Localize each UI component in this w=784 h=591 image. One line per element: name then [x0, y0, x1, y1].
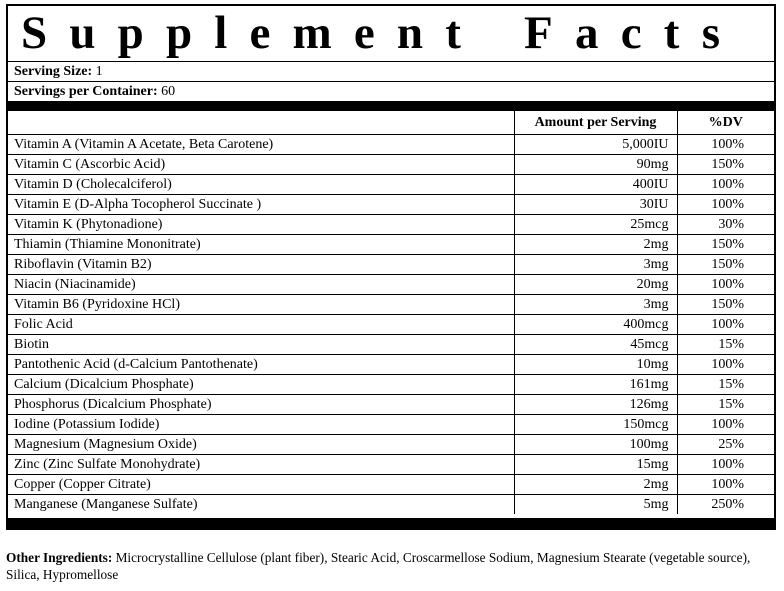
- title-word-facts: [524, 7, 720, 59]
- nutrient-dv: 25%: [677, 434, 774, 454]
- table-row: [8, 194, 774, 214]
- header-amount: Amount per Serving: [514, 111, 677, 134]
- table-row: [8, 354, 774, 374]
- table-row: [8, 474, 774, 494]
- title-letter: t: [445, 7, 461, 59]
- title-letter: l: [214, 7, 228, 59]
- nutrient-dv: 150%: [677, 294, 774, 314]
- table-row: [8, 414, 774, 434]
- nutrient-name: Vitamin D (Cholecalciferol): [8, 174, 514, 194]
- header-nutrient: [8, 111, 514, 134]
- nutrient-amount: 20mg: [514, 274, 677, 294]
- nutrient-amount: 400IU: [514, 174, 677, 194]
- panel-title: [8, 6, 774, 62]
- nutrient-name: Phosphorus (Dicalcium Phosphate): [8, 394, 514, 414]
- other-ingredients-label: Other Ingredients:: [6, 550, 113, 565]
- nutrient-rows: [8, 134, 774, 514]
- divider-bar-top: [8, 101, 774, 111]
- table-header-row: [8, 111, 774, 134]
- nutrient-amount: 3mg: [514, 254, 677, 274]
- title-letter: u: [69, 7, 96, 59]
- servings-per-container-label: Servings per Container:: [14, 84, 158, 99]
- nutrient-amount: 100mg: [514, 434, 677, 454]
- nutrient-amount: 15mg: [514, 454, 677, 474]
- nutrient-name: Magnesium (Magnesium Oxide): [8, 434, 514, 454]
- table-row: [8, 294, 774, 314]
- nutrient-name: Niacin (Niacinamide): [8, 274, 514, 294]
- nutrient-dv: 15%: [677, 334, 774, 354]
- nutrient-name: Vitamin A (Vitamin A Acetate, Beta Carotene): [8, 134, 514, 154]
- nutrient-amount: 2mg: [514, 234, 677, 254]
- nutrient-amount: 3mg: [514, 294, 677, 314]
- nutrient-name: Biotin: [8, 334, 514, 354]
- nutrient-dv: 100%: [677, 354, 774, 374]
- title-letter: a: [574, 7, 599, 59]
- nutrient-amount: 25mcg: [514, 214, 677, 234]
- title-letter: t: [663, 7, 680, 59]
- nutrient-dv: 150%: [677, 254, 774, 274]
- nutrient-dv: 100%: [677, 314, 774, 334]
- nutrient-name: Zinc (Zinc Sulfate Monohydrate): [8, 454, 514, 474]
- table-row: [8, 454, 774, 474]
- title-letter: p: [165, 7, 193, 59]
- other-ingredients: [6, 549, 778, 583]
- nutrient-table: [8, 111, 774, 514]
- nutrient-dv: 100%: [677, 274, 774, 294]
- table-row: [8, 134, 774, 154]
- serving-size-label: Serving Size:: [14, 64, 93, 79]
- nutrient-amount: 150mcg: [514, 414, 677, 434]
- table-row: [8, 334, 774, 354]
- divider-bar-bottom: [8, 518, 774, 528]
- nutrient-dv: 150%: [677, 154, 774, 174]
- title-letter: S: [21, 7, 48, 59]
- nutrient-name: Thiamin (Thiamine Mononitrate): [8, 234, 514, 254]
- nutrient-dv: 250%: [677, 494, 774, 514]
- serving-size-value: 1: [95, 64, 103, 79]
- nutrient-amount: 45mcg: [514, 334, 677, 354]
- servings-per-container-row: [8, 82, 774, 101]
- table-row: [8, 494, 774, 514]
- title-letter: c: [620, 7, 642, 59]
- nutrient-amount: 400mcg: [514, 314, 677, 334]
- table-row: [8, 154, 774, 174]
- nutrient-amount: 90mg: [514, 154, 677, 174]
- nutrient-name: Vitamin E (D-Alpha Tocopherol Succinate ): [8, 194, 514, 214]
- title-word-supplement: [21, 7, 461, 59]
- servings-per-container-value: 60: [161, 84, 176, 99]
- table-row: [8, 274, 774, 294]
- supplement-facts-panel: [6, 4, 776, 530]
- title-letter: n: [396, 7, 424, 59]
- nutrient-name: Folic Acid: [8, 314, 514, 334]
- nutrient-dv: 30%: [677, 214, 774, 234]
- nutrient-dv: 150%: [677, 234, 774, 254]
- nutrient-dv: 100%: [677, 174, 774, 194]
- nutrient-amount: 5,000IU: [514, 134, 677, 154]
- table-row: [8, 434, 774, 454]
- nutrient-amount: 30IU: [514, 194, 677, 214]
- nutrient-name: Vitamin C (Ascorbic Acid): [8, 154, 514, 174]
- other-ingredients-text: Microcrystalline Cellulose (plant fiber), Stearic Acid, Croscarmellose Sodium, Magnesium Stearate (vegetable source), Silica, Hypromellose: [6, 550, 751, 582]
- nutrient-amount: 2mg: [514, 474, 677, 494]
- title-letter: F: [524, 7, 553, 59]
- nutrient-dv: 100%: [677, 194, 774, 214]
- nutrient-dv: 15%: [677, 374, 774, 394]
- table-row: [8, 254, 774, 274]
- title-letter: m: [292, 7, 332, 59]
- nutrient-dv: 100%: [677, 454, 774, 474]
- nutrient-amount: 126mg: [514, 394, 677, 414]
- nutrient-dv: 100%: [677, 474, 774, 494]
- title-letter: e: [353, 7, 375, 59]
- nutrient-name: Vitamin B6 (Pyridoxine HCl): [8, 294, 514, 314]
- nutrient-amount: 5mg: [514, 494, 677, 514]
- title-letter: e: [249, 7, 271, 59]
- nutrient-name: Copper (Copper Citrate): [8, 474, 514, 494]
- nutrient-dv: 15%: [677, 394, 774, 414]
- nutrient-name: Riboflavin (Vitamin B2): [8, 254, 514, 274]
- table-row: [8, 314, 774, 334]
- nutrient-amount: 161mg: [514, 374, 677, 394]
- table-row: [8, 214, 774, 234]
- header-dv: %DV: [677, 111, 774, 134]
- nutrient-name: Manganese (Manganese Sulfate): [14, 496, 198, 512]
- nutrient-amount: 10mg: [514, 354, 677, 374]
- table-row: [8, 174, 774, 194]
- nutrient-dv: 100%: [677, 414, 774, 434]
- serving-size-row: [8, 62, 774, 82]
- title-letter: s: [701, 7, 720, 59]
- nutrient-name: Pantothenic Acid (d-Calcium Pantothenate): [8, 354, 514, 374]
- nutrient-name: Vitamin K (Phytonadione): [8, 214, 514, 234]
- nutrient-dv: 100%: [677, 134, 774, 154]
- table-row: [8, 374, 774, 394]
- nutrient-name: Calcium (Dicalcium Phosphate): [8, 374, 514, 394]
- title-letter: p: [117, 7, 144, 59]
- nutrient-name: Iodine (Potassium Iodide): [8, 414, 514, 434]
- table-row: [8, 394, 774, 414]
- table-row: [8, 234, 774, 254]
